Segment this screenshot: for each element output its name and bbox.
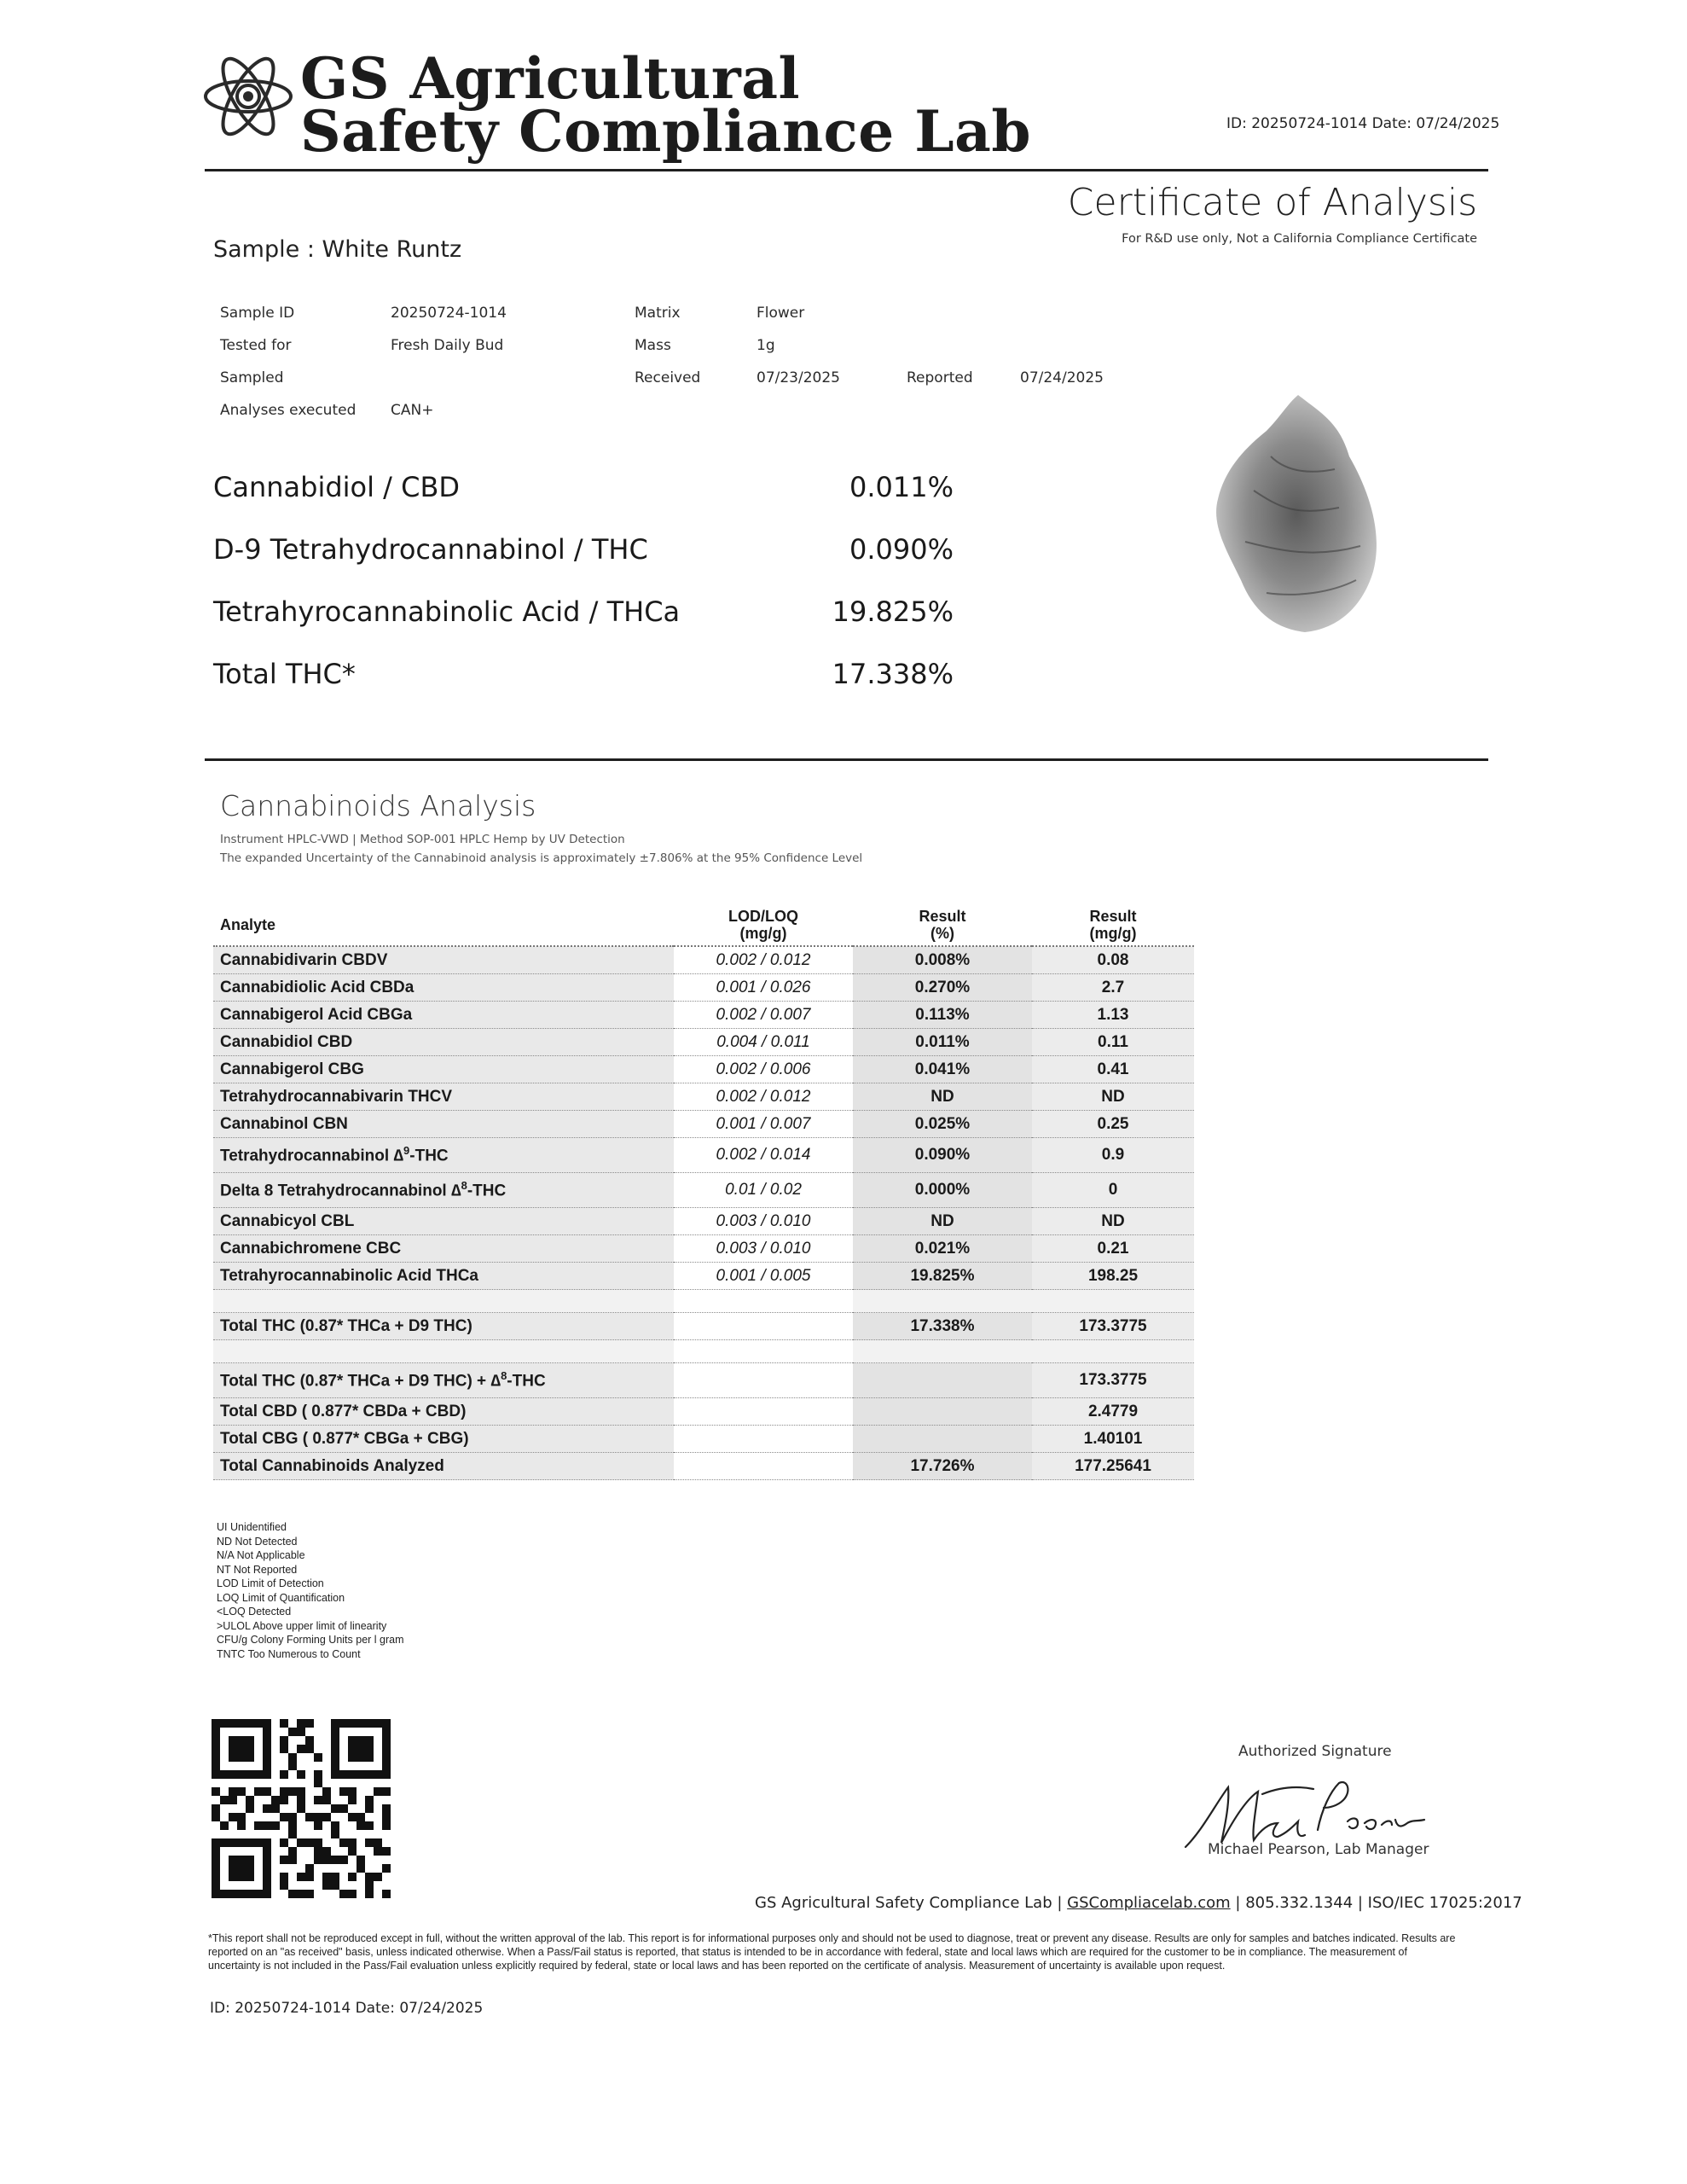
analyte-name: Cannabicyol CBL [213,1208,674,1235]
header-analyte: Analyte [213,904,674,946]
total-cannabinoids-row [213,1453,1194,1480]
result-mg-value: 0.11 [1032,1029,1194,1056]
signatory-name: Michael Pearson, Lab Manager [1208,1841,1429,1858]
result-pct-value: 0.000% [853,1173,1032,1208]
sampled-label: Sampled [220,369,284,386]
table-row [213,974,1194,1002]
lod-loq-value: 0.001 / 0.007 [674,1111,853,1138]
result-mg-value: 2.7 [1032,974,1194,1002]
result-mg-value: 0.9 [1032,1138,1194,1173]
authorized-signature-label: Authorized Signature [1238,1743,1392,1760]
mass-label: Mass [635,337,671,354]
certificate-subtitle: For R&D use only, Not a California Compliance Certificate [1122,232,1477,246]
result-mg-value: 198.25 [1032,1263,1194,1290]
table-row [213,1083,1194,1111]
result-pct-value: 0.008% [853,946,1032,974]
result-pct-value: ND [853,1083,1032,1111]
analyte-name: Tetrahydrocannabivarin THCV [213,1083,674,1111]
header-result-pct: Result (%) [853,904,1032,946]
total-cannabinoids-mg: 177.25641 [1032,1453,1194,1480]
result-pct-value: 0.270% [853,974,1032,1002]
total-cannabinoids-label: Total Cannabinoids Analyzed [213,1453,674,1480]
total-thc-mg: 173.3775 [1032,1313,1194,1340]
total-cbd-label: Total CBD ( 0.877* CBDa + CBD) [213,1398,674,1426]
table-row [213,1029,1194,1056]
received-label: Received [635,369,701,386]
analyte-name: Tetrahydrocannabinol ∆$^9$-THC [213,1138,674,1173]
abbreviation-legend [217,1520,404,1661]
header-divider [205,169,1488,171]
total-thc-d8-row [213,1363,1194,1398]
received-value: 07/23/2025 [757,369,840,386]
legend-item: CFU/g Colony Forming Units per l gram [217,1634,404,1646]
sample-id-label: Sample ID [220,305,295,322]
total-cbg-row [213,1426,1194,1453]
total-thc-d8-label: Total THC (0.87* THCa + D9 THC) + ∆$^8$-THC [213,1363,674,1398]
matrix-label: Matrix [635,305,681,322]
lod-loq-value: 0.001 / 0.026 [674,974,853,1002]
legend-item: LOD Limit of Detection [217,1577,324,1589]
footer-id-date: ID: 20250724-1014 Date: 07/24/2025 [210,2000,484,2017]
lod-loq-value: 0.002 / 0.012 [674,1083,853,1111]
result-mg-value: ND [1032,1083,1194,1111]
analyte-name: Cannabigerol Acid CBGa [213,1002,674,1029]
analysis-section-title: Cannabinoids Analysis [220,789,536,822]
result-pct-value: 0.041% [853,1056,1032,1083]
legend-item: NT Not Reported [217,1563,298,1576]
header-lod-loq: LOD/LOQ (mg/g) [674,904,853,946]
spacer-row [213,1340,1194,1363]
lab-name-line2: Safety Compliance Lab [300,98,1032,165]
table-row [213,1138,1194,1173]
summary-value-thc: 0.090% [849,533,954,566]
table-row [213,1056,1194,1083]
result-mg-value: ND [1032,1208,1194,1235]
analyte-name: Tetrahyrocannabinolic Acid THCa [213,1263,674,1290]
legend-item: LOQ Limit of Quantification [217,1591,345,1604]
total-thc-pct: 17.338% [853,1313,1032,1340]
cannabinoids-table [213,904,1194,1480]
total-cbd-row [213,1398,1194,1426]
instrument-note: Instrument HPLC-VWD | Method SOP-001 HPLC Hemp by UV Detection [220,833,625,846]
table-row [213,1208,1194,1235]
analyte-name: Cannabichromene CBC [213,1235,674,1263]
lod-loq-value: 0.001 / 0.005 [674,1263,853,1290]
legend-item: ND Not Detected [217,1535,298,1548]
certificate-title: Certificate of Analysis [1067,181,1477,224]
lod-loq-value: 0.01 / 0.02 [674,1173,853,1208]
summary-label-thca: Tetrahyrocannabinolic Acid / THCa [213,595,681,628]
table-row [213,1002,1194,1029]
matrix-value: Flower [757,305,805,322]
disclaimer-text: *This report shall not be reproduced except in full, without the written approval of the lab. This report is for informational purposes only and should not be used to diagnose, treat or prevent any disease. Results are only for samples and batches indicated. Results are reported on an "as received" basis, unless indicated otherwise. When a Pass/Fail status is reported, that status is intended to be in accordance with federal, state and local laws which are required for the customer to be in compliance. The measurement of uncertainty is not included in the Pass/Fail evaluation unless explicitly required by federal, state or local laws and has been reported on the certificate of analysis. Measurement of uncertainty is available upon request. [208,1932,1456,1972]
table-header-row [213,904,1194,946]
table-row [213,946,1194,974]
header-id-date: ID: 20250724-1014 Date: 07/24/2025 [1226,115,1500,132]
table-row [213,1111,1194,1138]
sample-title: Sample : White Runtz [213,236,462,263]
legend-item: TNTC Too Numerous to Count [217,1647,361,1660]
uncertainty-note: The expanded Uncertainty of the Cannabinoid analysis is approximately ±7.806% at the 95% Confidence Level [220,851,863,865]
reported-label: Reported [907,369,973,386]
summary-label-thc: D-9 Tetrahydrocannabinol / THC [213,533,648,566]
legend-item: >ULOL Above upper limit of linearity [217,1619,387,1632]
table-row [213,1235,1194,1263]
result-pct-value: 19.825% [853,1263,1032,1290]
lab-name-line1: GS Agricultural [300,45,801,112]
total-cbg-mg: 1.40101 [1032,1426,1194,1453]
table-row [213,1263,1194,1290]
summary-value-cbd: 0.011% [849,471,954,503]
analyte-name: Cannabigerol CBG [213,1056,674,1083]
header-result-mg: Result (mg/g) [1032,904,1194,946]
summary-value-total-thc: 17.338% [832,658,954,690]
spacer-row [213,1290,1194,1313]
result-mg-value: 0.25 [1032,1111,1194,1138]
sample-flower-image [1194,388,1399,636]
total-cannabinoids-pct: 17.726% [853,1453,1032,1480]
qr-code-icon[interactable] [212,1719,391,1898]
total-cbd-mg: 2.4779 [1032,1398,1194,1426]
mass-value: 1g [757,337,775,354]
legend-item: UI Unidentified [217,1521,287,1533]
result-mg-value: 0.41 [1032,1056,1194,1083]
result-mg-value: 1.13 [1032,1002,1194,1029]
result-mg-value: 0 [1032,1173,1194,1208]
section-divider [205,758,1488,761]
lod-loq-value: 0.004 / 0.011 [674,1029,853,1056]
footer-lab-info: GS Agricultural Safety Compliance Lab | GSCompliacelab.com | 805.332.1344 | ISO/IEC 17025:2017 [755,1894,1522,1912]
analyses-label: Analyses executed [220,402,357,419]
analyses-value: CAN+ [391,402,434,419]
sample-id-value: 20250724-1014 [391,305,507,322]
total-thc-row [213,1313,1194,1340]
legend-item: N/A Not Applicable [217,1549,305,1561]
lod-loq-value: 0.002 / 0.007 [674,1002,853,1029]
legend-item: <LOQ Detected [217,1606,292,1618]
lod-loq-value: 0.003 / 0.010 [674,1208,853,1235]
lod-loq-value: 0.002 / 0.012 [674,946,853,974]
tested-for-label: Tested for [220,337,292,354]
lab-logo [201,49,295,143]
lod-loq-value: 0.002 / 0.014 [674,1138,853,1173]
result-pct-value: 0.113% [853,1002,1032,1029]
result-pct-value: 0.025% [853,1111,1032,1138]
reported-value: 07/24/2025 [1020,369,1104,386]
result-mg-value: 0.08 [1032,946,1194,974]
analyte-name: Delta 8 Tetrahydrocannabinol ∆$^8$-THC [213,1173,674,1208]
atom-leaf-icon [201,49,295,143]
result-pct-value: 0.090% [853,1138,1032,1173]
lod-loq-value: 0.002 / 0.006 [674,1056,853,1083]
analyte-name: Cannabidiolic Acid CBDa [213,974,674,1002]
table-row [213,1173,1194,1208]
analyte-name: Cannabidivarin CBDV [213,946,674,974]
summary-label-cbd: Cannabidiol / CBD [213,471,461,503]
website-link[interactable]: GSCompliacelab.com [1067,1894,1231,1912]
result-pct-value: 0.011% [853,1029,1032,1056]
tested-for-value: Fresh Daily Bud [391,337,504,354]
summary-label-total-thc: Total THC* [213,658,356,690]
result-mg-value: 0.21 [1032,1235,1194,1263]
lod-loq-value: 0.003 / 0.010 [674,1235,853,1263]
total-thc-label: Total THC (0.87* THCa + D9 THC) [213,1313,674,1340]
analyte-name: Cannabidiol CBD [213,1029,674,1056]
result-pct-value: 0.021% [853,1235,1032,1263]
total-cbg-label: Total CBG ( 0.877* CBGa + CBG) [213,1426,674,1453]
result-pct-value: ND [853,1208,1032,1235]
analyte-name: Cannabinol CBN [213,1111,674,1138]
summary-value-thca: 19.825% [832,595,954,628]
total-thc-d8-mg: 173.3775 [1032,1363,1194,1398]
